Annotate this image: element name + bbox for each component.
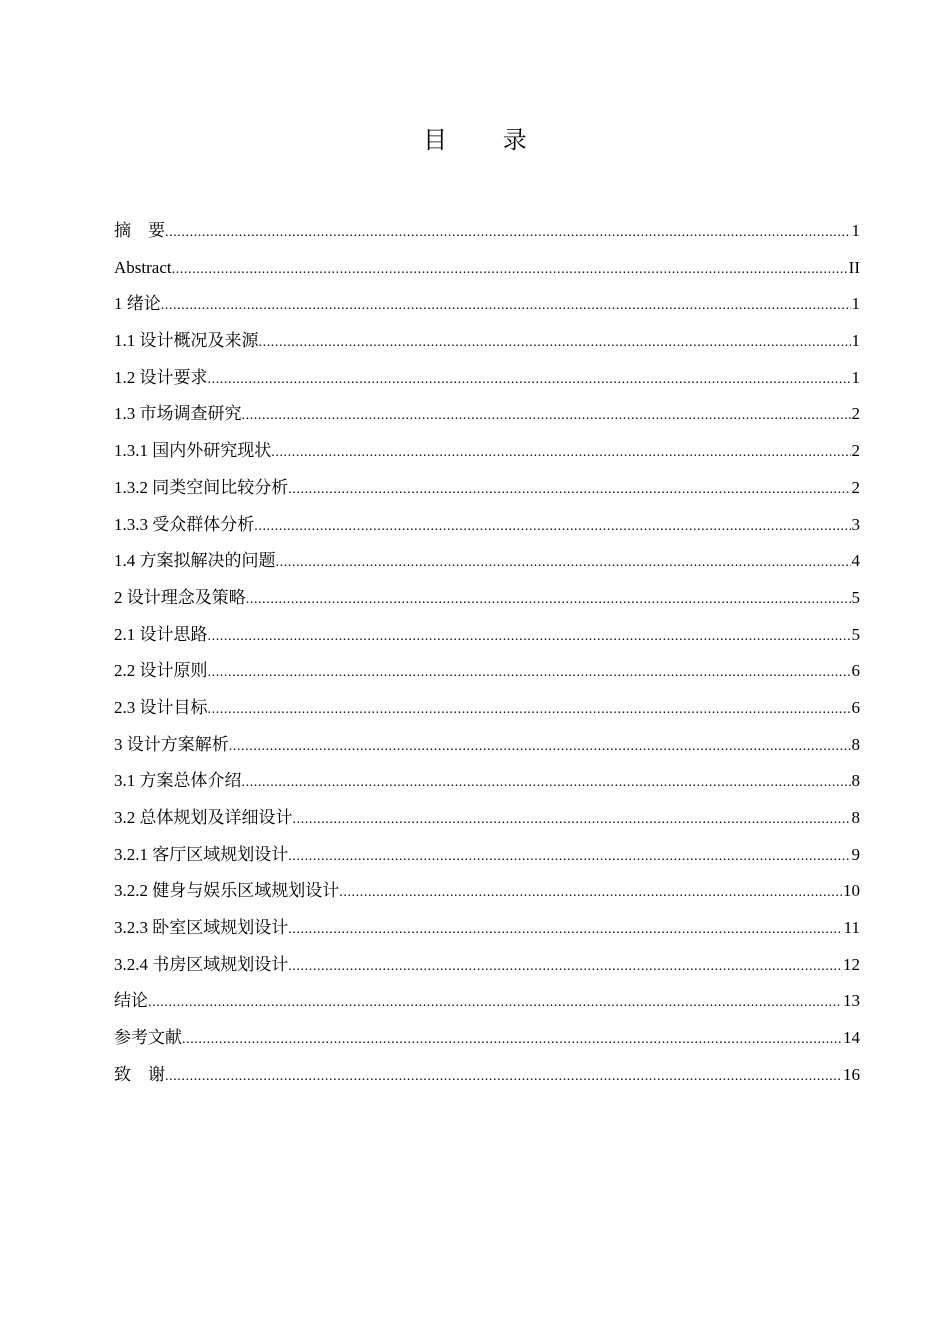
- toc-entry-page: 8: [851, 771, 860, 791]
- toc-entry[interactable]: [114, 361, 860, 398]
- toc-entry-label: 3.2.2 健身与娱乐区域规划设计: [114, 881, 340, 901]
- toc-entry-page: II: [848, 257, 860, 277]
- toc-entry-page: 2: [851, 441, 860, 461]
- toc-entry-label: 3 设计方案解析: [114, 734, 229, 754]
- toc-leader-dots: [288, 913, 842, 947]
- toc-entry[interactable]: [114, 838, 860, 875]
- toc-entry-label: 1.1 设计概况及来源: [114, 331, 259, 351]
- toc-entry[interactable]: [114, 471, 860, 508]
- toc-leader-dots: [242, 766, 851, 800]
- toc-entry[interactable]: [114, 434, 860, 471]
- toc-entry-page: 5: [851, 624, 860, 644]
- toc-entry-label: 1.4 方案拟解决的问题: [114, 551, 276, 571]
- toc-entry-page: 2: [851, 404, 860, 424]
- toc-entry-label: 2 设计理念及策略: [114, 587, 246, 607]
- toc-entry-label: 致 谢: [114, 1064, 165, 1084]
- toc-leader-dots: [288, 950, 842, 984]
- toc-entry[interactable]: [114, 251, 860, 288]
- toc-entry[interactable]: [114, 324, 860, 361]
- toc-leader-dots: [271, 436, 850, 470]
- toc-leader-dots: [276, 546, 851, 580]
- toc-entry-page: 12: [843, 954, 860, 974]
- toc-leader-dots: [161, 289, 851, 323]
- toc-leader-dots: [165, 216, 851, 250]
- toc-leader-dots: [208, 620, 851, 654]
- toc-leader-dots: [208, 693, 851, 727]
- toc-entry-label: 3.1 方案总体介绍: [114, 771, 242, 791]
- toc-entry[interactable]: [114, 287, 860, 324]
- toc-leader-dots: [293, 803, 851, 837]
- toc-entry[interactable]: [114, 801, 860, 838]
- toc-entry-page: 5: [851, 587, 860, 607]
- toc-leader-dots: [229, 730, 851, 764]
- toc-entry-label: 1.3.3 受众群体分析: [114, 514, 255, 534]
- toc-leader-dots: [208, 656, 851, 690]
- toc-entry[interactable]: [114, 618, 860, 655]
- page-title: 目 录: [423, 126, 551, 154]
- toc-leader-dots: [208, 363, 851, 397]
- toc-entry[interactable]: [114, 581, 860, 618]
- toc-entry-label: 1 绪论: [114, 294, 161, 314]
- toc-entry-page: 2: [851, 477, 860, 497]
- toc-entry-label: 2.2 设计原则: [114, 661, 208, 681]
- toc-entry[interactable]: [114, 911, 860, 948]
- toc-entry[interactable]: [114, 214, 860, 251]
- toc-entry-page: 9: [851, 844, 860, 864]
- toc-entry-label: 2.3 设计目标: [114, 697, 208, 717]
- toc-entry[interactable]: [114, 508, 860, 545]
- toc-entry-label: 1.2 设计要求: [114, 367, 208, 387]
- toc-entry-page: 13: [843, 991, 860, 1011]
- toc-entry[interactable]: [114, 654, 860, 691]
- toc-leader-dots: [172, 253, 848, 287]
- toc-leader-dots: [339, 876, 842, 910]
- toc-entry-label: 3.2 总体规划及详细设计: [114, 808, 293, 827]
- toc-entry[interactable]: [114, 397, 860, 434]
- toc-entry-label: 3.2.3 卧室区域规划设计: [114, 918, 289, 938]
- toc-entry-page: 11: [843, 918, 860, 938]
- toc-entry-page: 6: [851, 661, 860, 681]
- toc-entry-label: Abstract: [114, 257, 172, 277]
- toc-entry-label: 1.3.2 同类空间比较分析: [114, 477, 289, 497]
- toc-entry-page: 6: [851, 697, 860, 717]
- toc-entry[interactable]: [114, 874, 860, 911]
- toc-entry[interactable]: [114, 1058, 860, 1095]
- toc-leader-dots: [148, 986, 842, 1020]
- toc-entry-label: 2.1 设计思路: [114, 624, 208, 644]
- toc-entry-label: 1.3.1 国内外研究现状: [114, 441, 272, 461]
- toc-entry-page: 3: [851, 514, 860, 534]
- toc-entry[interactable]: [114, 544, 860, 581]
- toc-entry-label: 摘 要: [114, 221, 165, 240]
- toc-entry-page: 1: [851, 331, 860, 351]
- toc-entry[interactable]: [114, 984, 860, 1021]
- toc-entry-page: 4: [851, 551, 860, 571]
- toc-leader-dots: [288, 473, 850, 507]
- toc-entry-label: 3.2.4 书房区域规划设计: [114, 954, 289, 974]
- toc-entry[interactable]: [114, 691, 860, 728]
- toc-entry-label: 参考文献: [114, 1028, 182, 1048]
- toc-entry[interactable]: [114, 728, 860, 765]
- toc-entry-page: 1: [851, 221, 860, 240]
- toc-leader-dots: [242, 399, 851, 433]
- toc-entry-page: 10: [843, 881, 860, 901]
- toc-entry-page: 14: [843, 1028, 860, 1048]
- toc-entry-page: 8: [851, 734, 860, 754]
- toc-leader-dots: [246, 583, 851, 617]
- toc-leader-dots: [165, 1060, 842, 1094]
- toc-leader-dots: [288, 840, 850, 874]
- toc-entry-page: 16: [843, 1064, 860, 1084]
- toc-entry[interactable]: [114, 1021, 860, 1058]
- toc-entry-label: 结论: [114, 991, 148, 1011]
- toc-leader-dots: [254, 510, 850, 544]
- toc-entry-page: 1: [851, 294, 860, 314]
- toc-leader-dots: [182, 1023, 842, 1057]
- toc-entry-page: 8: [851, 808, 860, 827]
- toc-entry-label: 1.3 市场调查研究: [114, 404, 242, 424]
- toc-entry[interactable]: [114, 948, 860, 985]
- toc-entry-label: 3.2.1 客厅区域规划设计: [114, 844, 289, 864]
- toc-entry-page: 1: [851, 367, 860, 387]
- toc-leader-dots: [259, 326, 851, 360]
- toc-entry[interactable]: [114, 764, 860, 801]
- toc-list: [114, 214, 860, 1095]
